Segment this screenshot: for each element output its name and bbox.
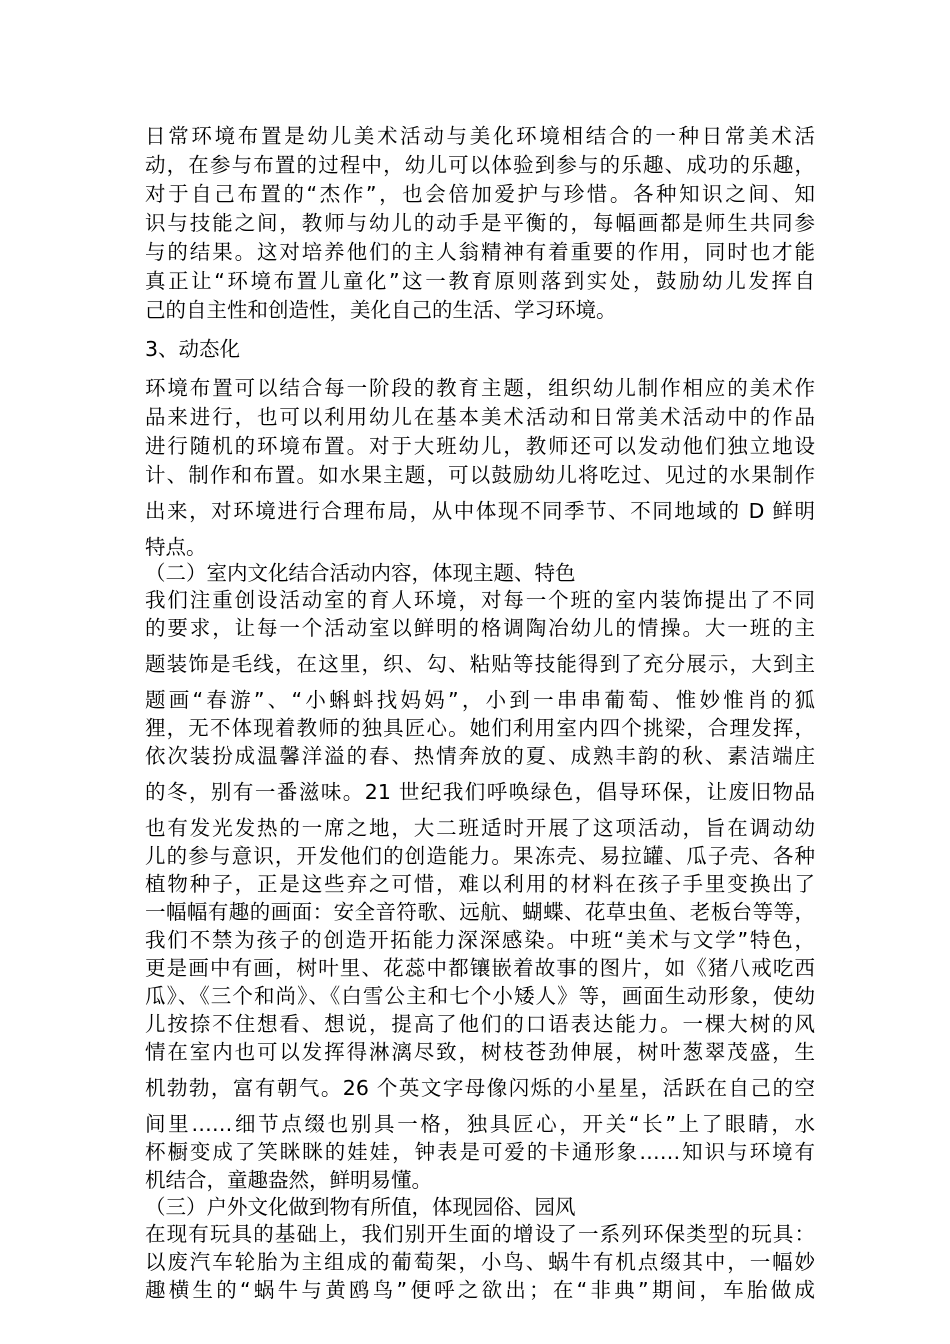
text-line: 对于自己布置的“杰作”，也会倍加爱护与珍惜。各种知识之间、知 <box>145 182 815 206</box>
text-line: 进行随机的环境布置。对于大班幼儿，教师还可以发动他们独立地设 <box>145 434 815 458</box>
text-line: 一幅幅有趣的画面：安全音符歌、远航、蝴蝶、花草虫鱼、老板台等等， <box>145 900 815 924</box>
section-heading: 3、动态化 <box>145 337 241 361</box>
text-line: 日常环境布置是幼儿美术活动与美化环境相结合的一种日常美术活 <box>145 124 815 148</box>
section-title: （二）室内文化结合活动内容，体现主题、特色 <box>145 561 576 585</box>
text-line: 我们不禁为孩子的创造开拓能力深深感染。中班“美术与文学”特色， <box>145 928 815 952</box>
text-line: 品来进行，也可以利用幼儿在基本美术活动和日常美术活动中的作品 <box>145 405 815 429</box>
text-line: 的冬，别有一番滋味。21 世纪我们呼唤绿色，倡导环保，让废旧物品 <box>145 780 815 804</box>
text-line: 更是画中有画，树叶里、花蕊中都镶嵌着故事的图片，如《猪八戒吃西 <box>145 956 815 980</box>
text-line: 植物种子，正是这些弃之可惜，难以利用的材料在孩子手里变换出了 <box>145 872 815 896</box>
text-line: 机勃勃，富有朝气。26 个英文字母像闪烁的小星星，活跃在自己的空 <box>145 1076 815 1100</box>
text-line: 特点。 <box>145 535 207 559</box>
text-line: 真正让“环境布置儿童化”这一教育原则落到实处，鼓励幼儿发挥自 <box>145 269 815 293</box>
text-line: 在现有玩具的基础上，我们别开生面的增设了一系列环保类型的玩具： <box>145 1222 815 1246</box>
text-line: 间里……细节点缀也别具一格，独具匠心，开关“长”上了眼睛，水 <box>145 1112 815 1136</box>
text-line: 儿按捺不住想看、想说，提高了他们的口语表达能力。一棵大树的风 <box>145 1012 815 1036</box>
text-line: 杯橱变成了笑眯眯的娃娃，钟表是可爱的卡通形象……知识与环境有 <box>145 1140 815 1164</box>
text-line: 题画“春游”、“小蝌蚪找妈妈”，小到一串串葡萄、惟妙惟肖的狐 <box>145 688 815 712</box>
text-line: 与的结果。这对培养他们的主人翁精神有着重要的作用，同时也才能 <box>145 240 815 264</box>
text-line: 儿的参与意识，开发他们的创造能力。果冻壳、易拉罐、瓜子壳、各种 <box>145 844 815 868</box>
text-line: 己的自主性和创造性，美化自己的生活、学习环境。 <box>145 298 617 322</box>
text-line: 机结合，童趣盎然，鲜明易懂。 <box>145 1168 432 1192</box>
text-line: 瓜》、《三个和尚》、《白雪公主和七个小矮人》等，画面生动形象，使幼 <box>145 984 815 1008</box>
text-line: 我们注重创设活动室的育人环境，对每一个班的室内装饰提出了不同 <box>145 588 815 612</box>
section-title: （三）户外文化做到物有所值，体现园俗、园风 <box>145 1195 576 1219</box>
text-line: 动，在参与布置的过程中，幼儿可以体验到参与的乐趣、成功的乐趣， <box>145 153 815 177</box>
text-line: 识与技能之间，教师与幼儿的动手是平衡的，每幅画都是师生共同参 <box>145 211 815 235</box>
text-line: 狸，无不体现着教师的独具匠心。她们利用室内四个挑梁，合理发挥， <box>145 716 815 740</box>
text-line: 的要求，让每一个活动室以鲜明的格调陶冶幼儿的情操。大一班的主 <box>145 616 815 640</box>
text-line: 计、制作和布置。如水果主题，可以鼓励幼儿将吃过、见过的水果制作 <box>145 463 815 487</box>
text-line: 出来，对环境进行合理布局，从中体现不同季节、不同地域的 D 鲜明 <box>145 499 815 523</box>
text-line: 依次装扮成温馨洋溢的春、热情奔放的夏、成熟丰韵的秋、素洁端庄 <box>145 744 815 768</box>
text-line: 以废汽车轮胎为主组成的葡萄架，小鸟、蜗牛有机点缀其中，一幅妙 <box>145 1250 815 1274</box>
text-line: 也有发光发热的一席之地，大二班适时开展了这项活动，旨在调动幼 <box>145 816 815 840</box>
text-line: 趣横生的“蜗牛与黄鸥鸟”便呼之欲出；在“非典”期间，车胎做成 <box>145 1278 815 1302</box>
text-line: 情在室内也可以发挥得淋漓尽致，树枝苍劲伸展，树叶葱翠茂盛，生 <box>145 1040 815 1064</box>
text-line: 题装饰是毛线，在这里，织、勾、粘贴等技能得到了充分展示，大到主 <box>145 652 815 676</box>
text-line: 环境布置可以结合每一阶段的教育主题，组织幼儿制作相应的美术作 <box>145 376 815 400</box>
